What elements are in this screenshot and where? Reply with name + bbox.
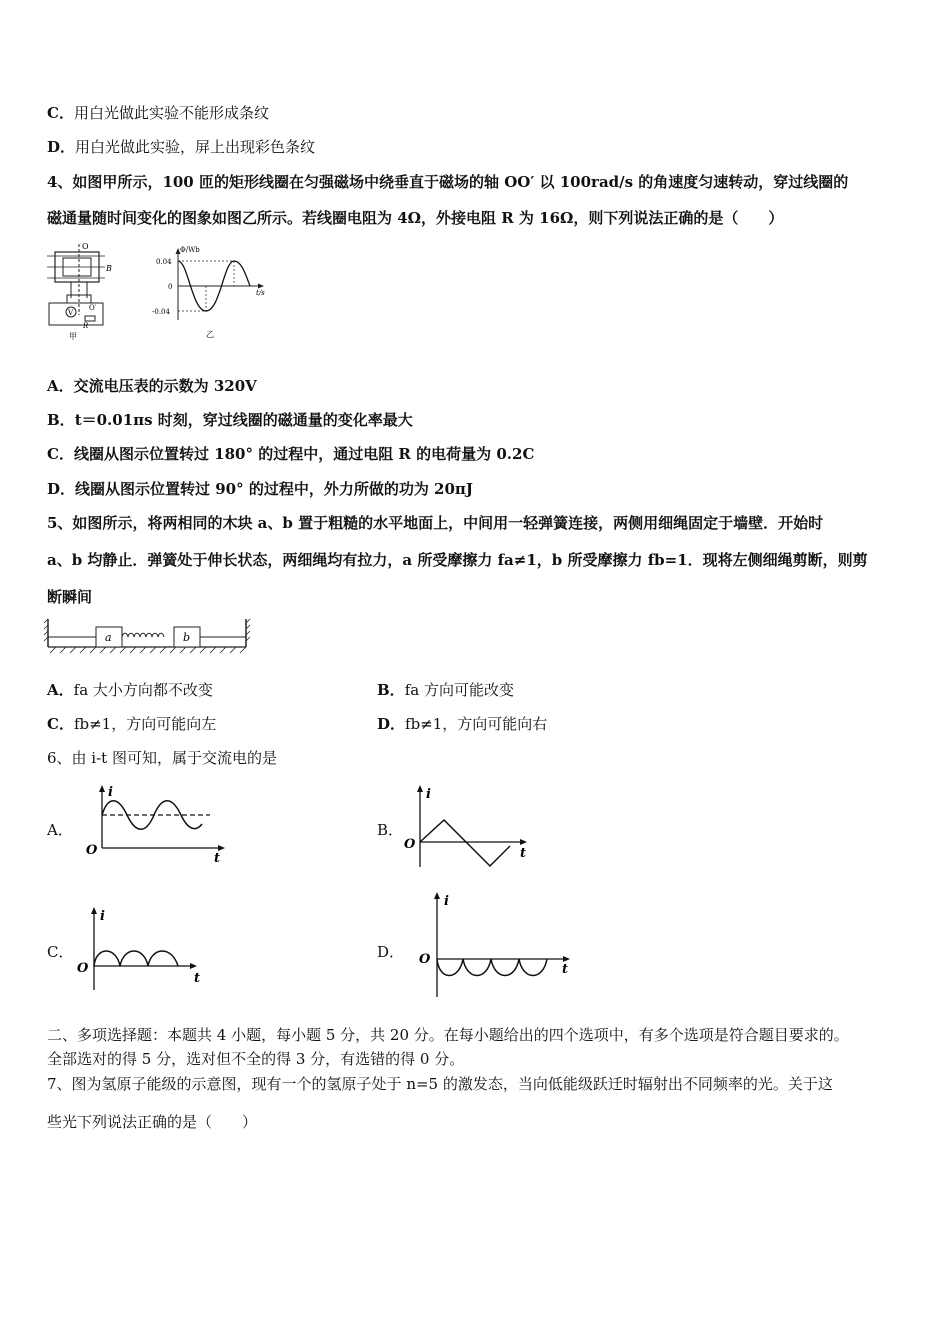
option-text: 线圈从图示位置转过 90° 的过程中，外力所做的功为 20πJ — [75, 480, 474, 498]
option-text: 用白光做此实验不能形成条纹 — [73, 104, 269, 122]
q6-graph-a — [80, 782, 230, 867]
origin-label: O — [404, 837, 416, 852]
origin-label: O — [77, 961, 89, 976]
q5-option-a — [47, 680, 213, 700]
q5-stem-line1: 5、如图所示，将两相同的木块 a、b 置于粗糙的水平地面上，中间用一轻弹簧连接，两侧用细绳固定于墙壁．开始时 — [47, 514, 824, 532]
q5-option-c — [47, 714, 216, 734]
q4-option-d — [47, 479, 473, 499]
q7-stem-line2: 些光下列说法正确的是（ ） — [47, 1113, 258, 1131]
tick-zero: 0 — [168, 283, 173, 291]
origin-label: O — [86, 843, 98, 858]
caption-yi: 乙 — [206, 330, 214, 339]
q6-label-a: A． — [47, 821, 73, 839]
q6-label-b: B． — [377, 821, 404, 839]
q3-option-c — [47, 103, 269, 123]
option-label: C． — [47, 445, 74, 463]
q5-option-b — [377, 680, 514, 700]
option-text: 线圈从图示位置转过 180° 的过程中，通过电阻 R 的电荷量为 0.2C — [73, 445, 535, 463]
axis-i-label: i — [100, 909, 105, 924]
q6-label-c: C． — [47, 943, 74, 961]
q4-option-c — [47, 444, 534, 464]
axis-t-label: t — [194, 971, 201, 986]
option-label: A． — [47, 681, 74, 699]
axis-i-label: i — [426, 787, 431, 802]
option-label: B． — [377, 681, 405, 699]
axis-t-label: t — [520, 846, 527, 861]
q4-stem-line2: 磁通量随时间变化的图象如图乙所示。若线圈电阻为 4Ω，外接电阻 R 为 16Ω，则下列说法正确的是（ ） — [47, 209, 784, 227]
q4-figure-jia — [45, 240, 125, 345]
axis-t-label: t — [562, 962, 569, 977]
q6-graph-c — [74, 902, 214, 992]
q5-figure — [44, 617, 252, 655]
option-text: 交流电压表的示数为 320V — [73, 377, 257, 395]
label-v: V — [68, 309, 74, 317]
option-text: 用白光做此实验，屏上出现彩色条纹 — [75, 138, 316, 156]
option-label: C． — [47, 104, 74, 122]
axis-t-label: t — [214, 851, 221, 866]
q6-graph-b — [400, 782, 540, 872]
option-text: t＝0.01πs 时刻，穿过线圈的磁通量的变化率最大 — [74, 411, 413, 429]
label-o: O — [82, 242, 89, 251]
q5-option-d — [377, 714, 547, 734]
q6-stem: 6、由 i-t 图可知，属于交流电的是 — [47, 749, 277, 767]
option-label: B． — [47, 411, 75, 429]
q4-stem-line1: 4、如图甲所示，100 匝的矩形线圈在匀强磁场中绕垂直于磁场的轴 OO′ 以 100rad/s 的角速度匀速转动，穿过线圈的 — [47, 173, 849, 191]
option-label: D． — [47, 138, 76, 156]
q3-option-d — [47, 137, 315, 157]
option-label: D． — [47, 480, 76, 498]
origin-label: O — [419, 952, 431, 967]
axis-t-label: t/s — [256, 289, 265, 297]
section2-line2: 全部选对的得 5 分，选对但不全的得 3 分，有选错的得 0 分。 — [47, 1050, 465, 1068]
label-b: B — [106, 264, 112, 273]
label-r: R — [83, 322, 89, 330]
axis-phi-label: Φ/Wb — [180, 246, 200, 254]
q4-figure-yi — [150, 240, 275, 345]
caption-jia: 甲 — [69, 332, 77, 341]
option-text: fa 大小方向都不改变 — [73, 681, 213, 699]
q6-graph-d — [415, 887, 580, 1002]
option-label: D． — [377, 715, 406, 733]
axis-i-label: i — [108, 785, 113, 800]
option-text: fa 方向可能改变 — [404, 681, 514, 699]
q5-stem-line2: a、b 均静止．弹簧处于伸长状态，两细绳均有拉力，a 所受摩擦力 fa≠1，b 所受摩擦力 fb=1．现将左侧细绳剪断，则剪 — [47, 551, 868, 569]
axis-i-label: i — [444, 894, 449, 909]
q7-stem-line1: 7、图为氢原子能级的示意图，现有一个的氢原子处于 n=5 的激发态，当向低能级跃迁时辐射出不同频率的光。关于这 — [47, 1075, 833, 1093]
option-label: A． — [47, 377, 74, 395]
label-o-prime: O′ — [89, 304, 97, 312]
block-a-label: a — [105, 631, 112, 644]
option-text: fb≠1，方向可能向右 — [405, 715, 548, 733]
option-text: fb≠1，方向可能向左 — [73, 715, 217, 733]
block-b-label: b — [183, 631, 191, 644]
q4-option-a — [47, 376, 257, 396]
option-label: C． — [47, 715, 74, 733]
q6-label-d: D． — [377, 943, 405, 961]
tick-top: 0.04 — [156, 258, 172, 266]
tick-bottom: -0.04 — [152, 308, 170, 316]
q4-option-b — [47, 410, 413, 430]
section2-line1: 二、多项选择题：本题共 4 小题，每小题 5 分，共 20 分。在每小题给出的四个选项中，有多个选项是符合题目要求的。 — [47, 1026, 849, 1044]
q5-stem-line3: 断瞬间 — [47, 588, 93, 606]
